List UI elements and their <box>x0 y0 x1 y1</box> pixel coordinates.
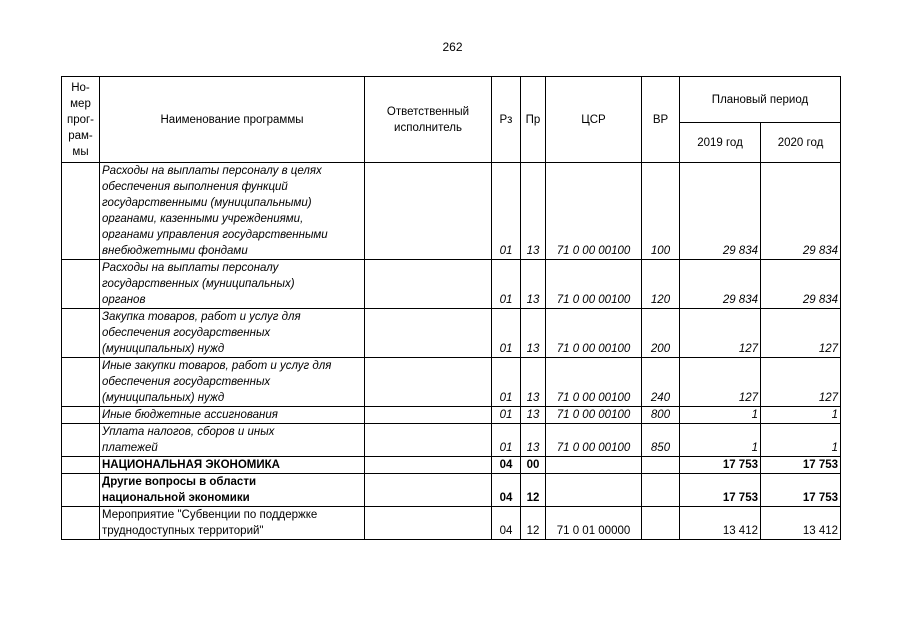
header-csr: ЦСР <box>546 77 642 163</box>
cell-pr: 13 <box>521 424 546 457</box>
program-name-line: платежей <box>102 442 158 454</box>
cell-program-number <box>62 424 100 457</box>
cell-program-number <box>62 309 100 358</box>
program-name-line: (муниципальных) нужд <box>102 343 225 355</box>
cell-pr: 13 <box>521 407 546 424</box>
cell-2019: 1 <box>680 424 761 457</box>
cell-csr <box>546 457 642 474</box>
cell-pr: 12 <box>521 474 546 507</box>
header-program-number: Но- мер прог- рам- мы <box>62 77 100 163</box>
cell-csr: 71 0 00 00100 <box>546 309 642 358</box>
program-name-line: Другие вопросы в области <box>102 476 257 488</box>
table-row <box>62 507 841 540</box>
cell-rz: 01 <box>492 163 521 260</box>
table-header <box>62 77 841 163</box>
cell-2019: 17 753 <box>680 457 761 474</box>
cell-rz: 01 <box>492 309 521 358</box>
cell-2020: 127 <box>761 358 841 407</box>
cell-program-name <box>100 407 365 424</box>
cell-csr <box>546 474 642 507</box>
cell-rz: 04 <box>492 457 521 474</box>
cell-rz: 01 <box>492 358 521 407</box>
cell-2020: 1 <box>761 407 841 424</box>
cell-csr: 71 0 00 00100 <box>546 407 642 424</box>
header-program-name: Наименование программы <box>100 77 365 163</box>
cell-2019: 127 <box>680 358 761 407</box>
table-body <box>62 163 841 540</box>
cell-pr: 13 <box>521 260 546 309</box>
cell-responsible <box>365 424 492 457</box>
program-name-line: органами управления государственными <box>102 229 328 241</box>
cell-program-name <box>100 358 365 407</box>
cell-vr: 800 <box>642 407 680 424</box>
table-row <box>62 457 841 474</box>
program-name-line: внебюджетными фондами <box>102 245 248 257</box>
cell-program-name <box>100 507 365 540</box>
table-row <box>62 424 841 457</box>
cell-responsible <box>365 309 492 358</box>
cell-pr: 13 <box>521 309 546 358</box>
cell-csr: 71 0 00 00100 <box>546 358 642 407</box>
cell-csr: 71 0 00 00100 <box>546 424 642 457</box>
cell-responsible <box>365 260 492 309</box>
cell-responsible <box>365 407 492 424</box>
program-name-line: государственных (муниципальных) <box>102 278 295 290</box>
header-rz: Рз <box>492 77 521 163</box>
program-name-line: (муниципальных) нужд <box>102 392 225 404</box>
cell-vr: 240 <box>642 358 680 407</box>
cell-program-name <box>100 424 365 457</box>
cell-csr: 71 0 00 00100 <box>546 163 642 260</box>
program-name-line: Иные закупки товаров, работ и услуг для <box>102 360 332 372</box>
cell-2020: 13 412 <box>761 507 841 540</box>
cell-pr: 13 <box>521 163 546 260</box>
cell-rz: 01 <box>492 424 521 457</box>
cell-2020: 29 834 <box>761 163 841 260</box>
table-row <box>62 474 841 507</box>
cell-program-name <box>100 309 365 358</box>
cell-2020: 17 753 <box>761 457 841 474</box>
cell-2020: 29 834 <box>761 260 841 309</box>
cell-2019: 127 <box>680 309 761 358</box>
cell-vr <box>642 474 680 507</box>
cell-responsible <box>365 474 492 507</box>
page-number: 262 <box>442 40 463 54</box>
cell-responsible <box>365 163 492 260</box>
cell-vr: 200 <box>642 309 680 358</box>
program-name-line: национальной экономики <box>102 492 250 504</box>
program-name-line: Закупка товаров, работ и услуг для <box>102 311 301 323</box>
cell-rz: 04 <box>492 474 521 507</box>
cell-2020: 127 <box>761 309 841 358</box>
cell-2019: 13 412 <box>680 507 761 540</box>
cell-vr: 850 <box>642 424 680 457</box>
header-planned-period: Плановый период <box>680 77 841 123</box>
program-name-line: Уплата налогов, сборов и иных <box>102 426 275 438</box>
cell-csr: 71 0 00 00100 <box>546 260 642 309</box>
cell-rz: 01 <box>492 260 521 309</box>
cell-rz: 04 <box>492 507 521 540</box>
program-name-line: труднодоступных территорий" <box>102 525 264 537</box>
cell-program-name <box>100 457 365 474</box>
cell-vr <box>642 457 680 474</box>
cell-2020: 1 <box>761 424 841 457</box>
cell-program-name <box>100 474 365 507</box>
program-name-line: обеспечения выполнения функций <box>102 181 288 193</box>
cell-program-number <box>62 407 100 424</box>
header-year-2020: 2020 год <box>761 123 841 163</box>
cell-responsible <box>365 507 492 540</box>
cell-program-number <box>62 507 100 540</box>
program-name-line: Расходы на выплаты персоналу <box>102 262 279 274</box>
cell-csr: 71 0 01 00000 <box>546 507 642 540</box>
table-row <box>62 163 841 260</box>
program-name-line: обеспечения государственных <box>102 327 271 339</box>
cell-pr: 13 <box>521 358 546 407</box>
header-year-2019: 2019 год <box>680 123 761 163</box>
program-name-line: Расходы на выплаты персоналу в целях <box>102 165 322 177</box>
cell-program-name <box>100 260 365 309</box>
cell-program-number <box>62 260 100 309</box>
cell-program-number <box>62 474 100 507</box>
table-row <box>62 260 841 309</box>
cell-program-number <box>62 358 100 407</box>
cell-pr: 00 <box>521 457 546 474</box>
table-row <box>62 309 841 358</box>
program-name-line: органами, казенными учреждениями, <box>102 213 304 225</box>
cell-vr <box>642 507 680 540</box>
cell-program-number <box>62 163 100 260</box>
cell-vr: 100 <box>642 163 680 260</box>
program-name-line: Иные бюджетные ассигнования <box>102 409 278 421</box>
header-responsible: Ответственный исполнитель <box>365 77 492 163</box>
program-name-line: НАЦИОНАЛЬНАЯ ЭКОНОМИКА <box>102 459 280 471</box>
header-vr: ВР <box>642 77 680 163</box>
table-row <box>62 407 841 424</box>
cell-program-name <box>100 163 365 260</box>
cell-responsible <box>365 457 492 474</box>
cell-responsible <box>365 358 492 407</box>
program-name-line: органов <box>102 294 146 306</box>
cell-2019: 17 753 <box>680 474 761 507</box>
cell-pr: 12 <box>521 507 546 540</box>
cell-program-number <box>62 457 100 474</box>
table-row <box>62 358 841 407</box>
cell-2019: 29 834 <box>680 260 761 309</box>
program-name-line: обеспечения государственных <box>102 376 271 388</box>
cell-2020: 17 753 <box>761 474 841 507</box>
budget-table <box>61 76 841 540</box>
header-pr: Пр <box>521 77 546 163</box>
cell-vr: 120 <box>642 260 680 309</box>
program-name-line: Мероприятие "Субвенции по поддержке <box>102 509 318 521</box>
cell-2019: 1 <box>680 407 761 424</box>
program-name-line: государственными (муниципальными) <box>102 197 312 209</box>
cell-rz: 01 <box>492 407 521 424</box>
cell-2019: 29 834 <box>680 163 761 260</box>
